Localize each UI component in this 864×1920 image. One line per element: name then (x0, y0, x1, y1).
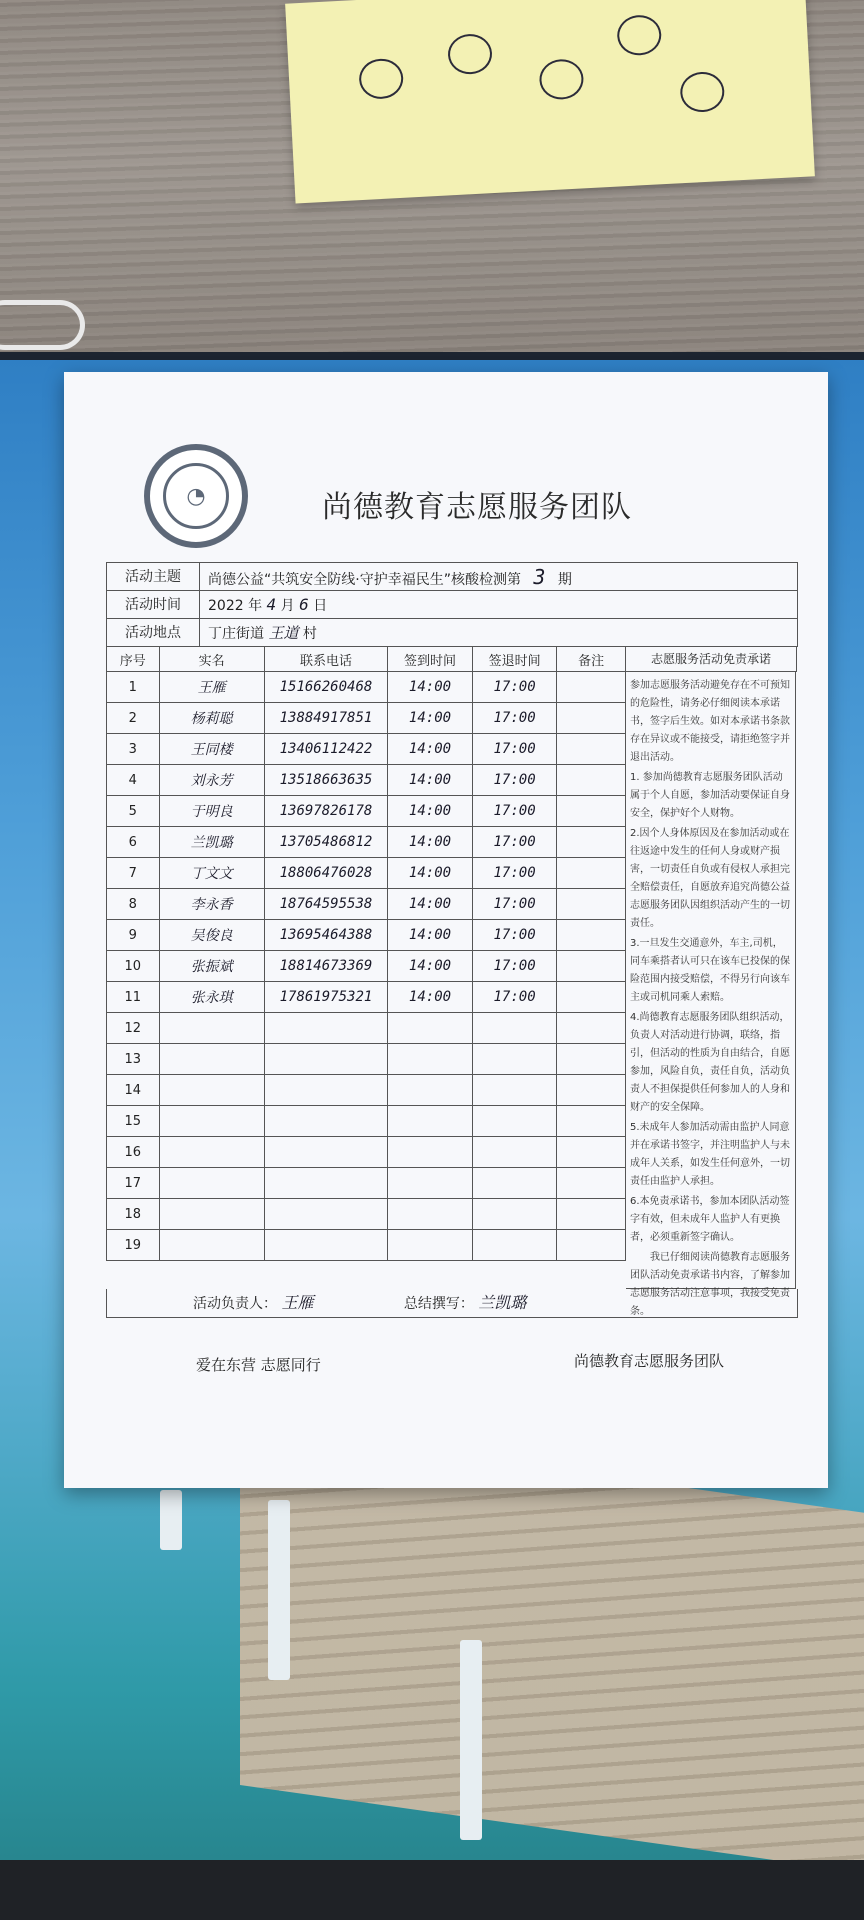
time-row (106, 590, 798, 619)
row-phone (264, 1106, 387, 1137)
theme-value (200, 563, 572, 591)
signature-row (106, 1289, 798, 1318)
row-phone (264, 1230, 387, 1261)
table-row (107, 920, 626, 951)
row-phone (264, 1075, 387, 1106)
row-phone: 15166260468 (264, 672, 387, 703)
row-number: 17 (107, 1168, 160, 1199)
table-row (107, 1044, 626, 1075)
row-signout-time (472, 1168, 557, 1199)
row-remark (557, 1106, 626, 1137)
row-remark (557, 1044, 626, 1075)
row-remark (557, 982, 626, 1013)
row-signin-time: 14:00 (388, 982, 473, 1013)
table-row (107, 1168, 626, 1199)
row-signin-time: 14:00 (388, 827, 473, 858)
sign-in-sheet (64, 372, 828, 1488)
attendance-table (106, 646, 626, 1261)
row-phone: 18764595538 (264, 889, 387, 920)
row-name (159, 1075, 264, 1106)
row-phone: 18806476028 (264, 858, 387, 889)
scribble-circle (447, 33, 493, 75)
place-label: 活动地点 (107, 619, 200, 647)
waiver-paragraph: 1. 参加尚德教育志愿服务团队活动属于个人自愿，参加活动要保证自身安全，保护好个人财物。 (630, 772, 790, 819)
row-name: 吴俊良 (159, 920, 264, 951)
row-signin-time (388, 1230, 473, 1261)
row-remark (557, 1137, 626, 1168)
summary-name: 兰凯璐 (478, 1293, 527, 1312)
time-year: 2022 年 (208, 598, 263, 614)
pier-post (460, 1640, 482, 1840)
theme-label: 活动主题 (107, 563, 200, 591)
row-signin-time: 14:00 (388, 951, 473, 982)
row-name (159, 1106, 264, 1137)
row-number: 8 (107, 889, 160, 920)
waiver-paragraph: 4.尚德教育志愿服务团队组织活动，负责人对活动进行协调，联络，指引，但活动的性质为自由结合，自愿参加，风险自负，责任自负，活动负责人不担保提供任何参加人的人身和财产的安全保障。 (630, 1012, 790, 1113)
waiver-paragraph: 2.因个人身体原因及在参加活动或在往返途中发生的任何人身或财产损害，一切责任自负或有侵权人承担完全赔偿责任，自愿放弃追究尚德公益志愿服务团队因组织活动产生的一切责任。 (630, 828, 790, 929)
row-name (159, 1230, 264, 1261)
row-signout-time: 17:00 (472, 827, 557, 858)
row-number: 13 (107, 1044, 160, 1075)
table-row (107, 1075, 626, 1106)
leader-name: 王雁 (281, 1293, 314, 1312)
row-remark (557, 920, 626, 951)
row-signout-time (472, 1075, 557, 1106)
table-row (107, 1199, 626, 1230)
row-remark (557, 858, 626, 889)
row-remark (557, 1168, 626, 1199)
row-signout-time: 17:00 (472, 982, 557, 1013)
row-phone (264, 1044, 387, 1075)
table-row (107, 827, 626, 858)
row-signin-time: 14:00 (388, 796, 473, 827)
theme-period: 3 (533, 565, 546, 589)
row-signout-time: 17:00 (472, 951, 557, 982)
table-row (107, 951, 626, 982)
row-number: 2 (107, 703, 160, 734)
row-remark (557, 765, 626, 796)
row-number: 14 (107, 1075, 160, 1106)
row-number: 6 (107, 827, 160, 858)
theme-prefix: 尚德公益“共筑安全防线·守护幸福民生”核酸检测第 (208, 572, 521, 588)
row-remark (557, 796, 626, 827)
time-value (200, 591, 327, 619)
table-row (107, 1230, 626, 1261)
row-signout-time: 17:00 (472, 703, 557, 734)
row-signin-time: 14:00 (388, 734, 473, 765)
row-remark (557, 672, 626, 703)
row-phone: 13406112422 (264, 734, 387, 765)
row-phone: 17861975321 (264, 982, 387, 1013)
place-row (106, 618, 798, 647)
row-signout-time: 17:00 (472, 920, 557, 951)
row-name: 于明良 (159, 796, 264, 827)
time-month: 4 (266, 595, 277, 614)
row-name: 李永香 (159, 889, 264, 920)
row-signout-time (472, 1013, 557, 1044)
row-name: 兰凯璐 (159, 827, 264, 858)
place-prefix: 丁庄街道 (208, 626, 264, 642)
pier-post (160, 1490, 182, 1550)
table-row (107, 1013, 626, 1044)
row-signout-time (472, 1044, 557, 1075)
row-name: 刘永芳 (159, 765, 264, 796)
time-label: 活动时间 (107, 591, 200, 619)
row-name: 张振斌 (159, 951, 264, 982)
row-phone: 13697826178 (264, 796, 387, 827)
row-number: 5 (107, 796, 160, 827)
row-signout-time (472, 1199, 557, 1230)
row-remark (557, 1013, 626, 1044)
row-number: 18 (107, 1199, 160, 1230)
row-signout-time: 17:00 (472, 889, 557, 920)
row-number: 4 (107, 765, 160, 796)
row-name: 丁文文 (159, 858, 264, 889)
row-phone: 13705486812 (264, 827, 387, 858)
row-signin-time (388, 1044, 473, 1075)
waiver-paragraph: 参加志愿服务活动避免存在不可预知的危险性，请务必仔细阅读本承诺书，签字后生效。如对本承诺书条款存在异议或不能接受，请拒绝签字并退出活动。 (630, 680, 790, 763)
row-signin-time (388, 1137, 473, 1168)
row-signin-time: 14:00 (388, 920, 473, 951)
row-signout-time: 17:00 (472, 765, 557, 796)
row-remark (557, 1075, 626, 1106)
row-number: 10 (107, 951, 160, 982)
row-phone (264, 1199, 387, 1230)
row-name: 杨莉聪 (159, 703, 264, 734)
theme-suffix: 期 (557, 572, 572, 588)
row-signin-time: 14:00 (388, 858, 473, 889)
row-phone (264, 1013, 387, 1044)
row-signout-time: 17:00 (472, 858, 557, 889)
row-signin-time (388, 1106, 473, 1137)
row-number: 15 (107, 1106, 160, 1137)
scribble-circle (358, 58, 404, 100)
row-signin-time: 14:00 (388, 672, 473, 703)
row-remark (557, 1199, 626, 1230)
slogan: 爱在东营 志愿同行 (196, 1356, 321, 1374)
row-number: 3 (107, 734, 160, 765)
row-name: 王同楼 (159, 734, 264, 765)
row-number: 9 (107, 920, 160, 951)
row-name (159, 1044, 264, 1075)
row-signout-time (472, 1137, 557, 1168)
row-signout-time: 17:00 (472, 734, 557, 765)
row-signout-time: 17:00 (472, 672, 557, 703)
scribble-circle (679, 71, 725, 113)
row-signout-time (472, 1106, 557, 1137)
row-phone (264, 1137, 387, 1168)
row-remark (557, 734, 626, 765)
sticky-note (285, 0, 815, 203)
row-signout-time: 17:00 (472, 796, 557, 827)
row-phone: 13695464388 (264, 920, 387, 951)
place-suffix: 村 (302, 626, 317, 642)
table-header-row (107, 647, 626, 672)
table-row (107, 1137, 626, 1168)
row-number: 7 (107, 858, 160, 889)
row-number: 11 (107, 982, 160, 1013)
row-signin-time: 14:00 (388, 889, 473, 920)
table-row (107, 796, 626, 827)
col-header-name: 实名 (159, 647, 264, 672)
scribble-circle (616, 14, 662, 56)
time-day: 6 (299, 595, 309, 614)
row-number: 19 (107, 1230, 160, 1261)
table-row (107, 858, 626, 889)
table-row (107, 734, 626, 765)
waiver-text (626, 671, 796, 1317)
col-header-signin: 签到时间 (388, 647, 473, 672)
row-name: 张永琪 (159, 982, 264, 1013)
leader-label: 活动负责人： (193, 1296, 277, 1312)
waiver-title: 志愿服务活动免责承诺 (626, 646, 797, 672)
row-name (159, 1013, 264, 1044)
row-signin-time (388, 1075, 473, 1106)
waiver-paragraph: 3.一旦发生交通意外，车主,司机，同车乘搭者认可只在该车已投保的保险范围内接受赔偿，不得另行向该车主或司机同乘人索赔。 (630, 938, 790, 1003)
row-number: 16 (107, 1137, 160, 1168)
rubber-band (0, 300, 85, 350)
table-row (107, 982, 626, 1013)
table-row (107, 1106, 626, 1137)
place-value (200, 619, 317, 647)
waiver-paragraph: 5.未成年人参加活动需由监护人同意并在承诺书签字，并注明监护人与未成年人关系，如发生任何意外，一切责任由监护人承担。 (630, 1122, 790, 1187)
row-remark (557, 703, 626, 734)
scribble-circle (538, 58, 584, 100)
col-header-phone: 联系电话 (264, 647, 387, 672)
time-day-unit: 日 (313, 598, 328, 614)
row-phone: 18814673369 (264, 951, 387, 982)
summary-label: 总结撰写： (403, 1296, 474, 1312)
table-row (107, 765, 626, 796)
table-row (107, 889, 626, 920)
logo-emblem-icon: ◔ (163, 463, 229, 529)
row-remark (557, 827, 626, 858)
waiver-paragraph: 我已仔细阅读尚德教育志愿服务团队活动免责承诺书内容，了解参加志愿服务活动注意事项，我接受免责条。 (630, 1252, 790, 1317)
waiver-paragraph: 6.本免责承诺书，参加本团队活动签字有效，但未成年人监护人有更换者，必须重新签字确认。 (630, 1196, 790, 1243)
row-name (159, 1168, 264, 1199)
row-signin-time (388, 1168, 473, 1199)
table-row (107, 672, 626, 703)
row-phone: 13884917851 (264, 703, 387, 734)
row-remark (557, 951, 626, 982)
sheet-title: 尚德教育志愿服务团队 (322, 490, 632, 525)
col-header-signout: 签退时间 (472, 647, 557, 672)
row-remark (557, 889, 626, 920)
row-signin-time (388, 1199, 473, 1230)
row-phone (264, 1168, 387, 1199)
org-footer: 尚德教育志愿服务团队 (574, 1352, 725, 1370)
row-remark (557, 1230, 626, 1261)
pier-post (268, 1500, 290, 1680)
col-header-remark: 备注 (557, 647, 626, 672)
row-signin-time: 14:00 (388, 765, 473, 796)
row-name: 王雁 (159, 672, 264, 703)
col-header-no: 序号 (107, 647, 160, 672)
row-name (159, 1137, 264, 1168)
mousepad-bottom (0, 1860, 864, 1920)
row-number: 12 (107, 1013, 160, 1044)
row-phone: 13518663635 (264, 765, 387, 796)
time-month-unit: 月 (280, 598, 295, 614)
row-signin-time: 14:00 (388, 703, 473, 734)
row-signin-time (388, 1013, 473, 1044)
theme-row (106, 562, 798, 591)
place-village: 王道 (268, 624, 299, 642)
table-row (107, 703, 626, 734)
row-signout-time (472, 1230, 557, 1261)
row-name (159, 1199, 264, 1230)
team-logo (144, 444, 248, 548)
row-number: 1 (107, 672, 160, 703)
